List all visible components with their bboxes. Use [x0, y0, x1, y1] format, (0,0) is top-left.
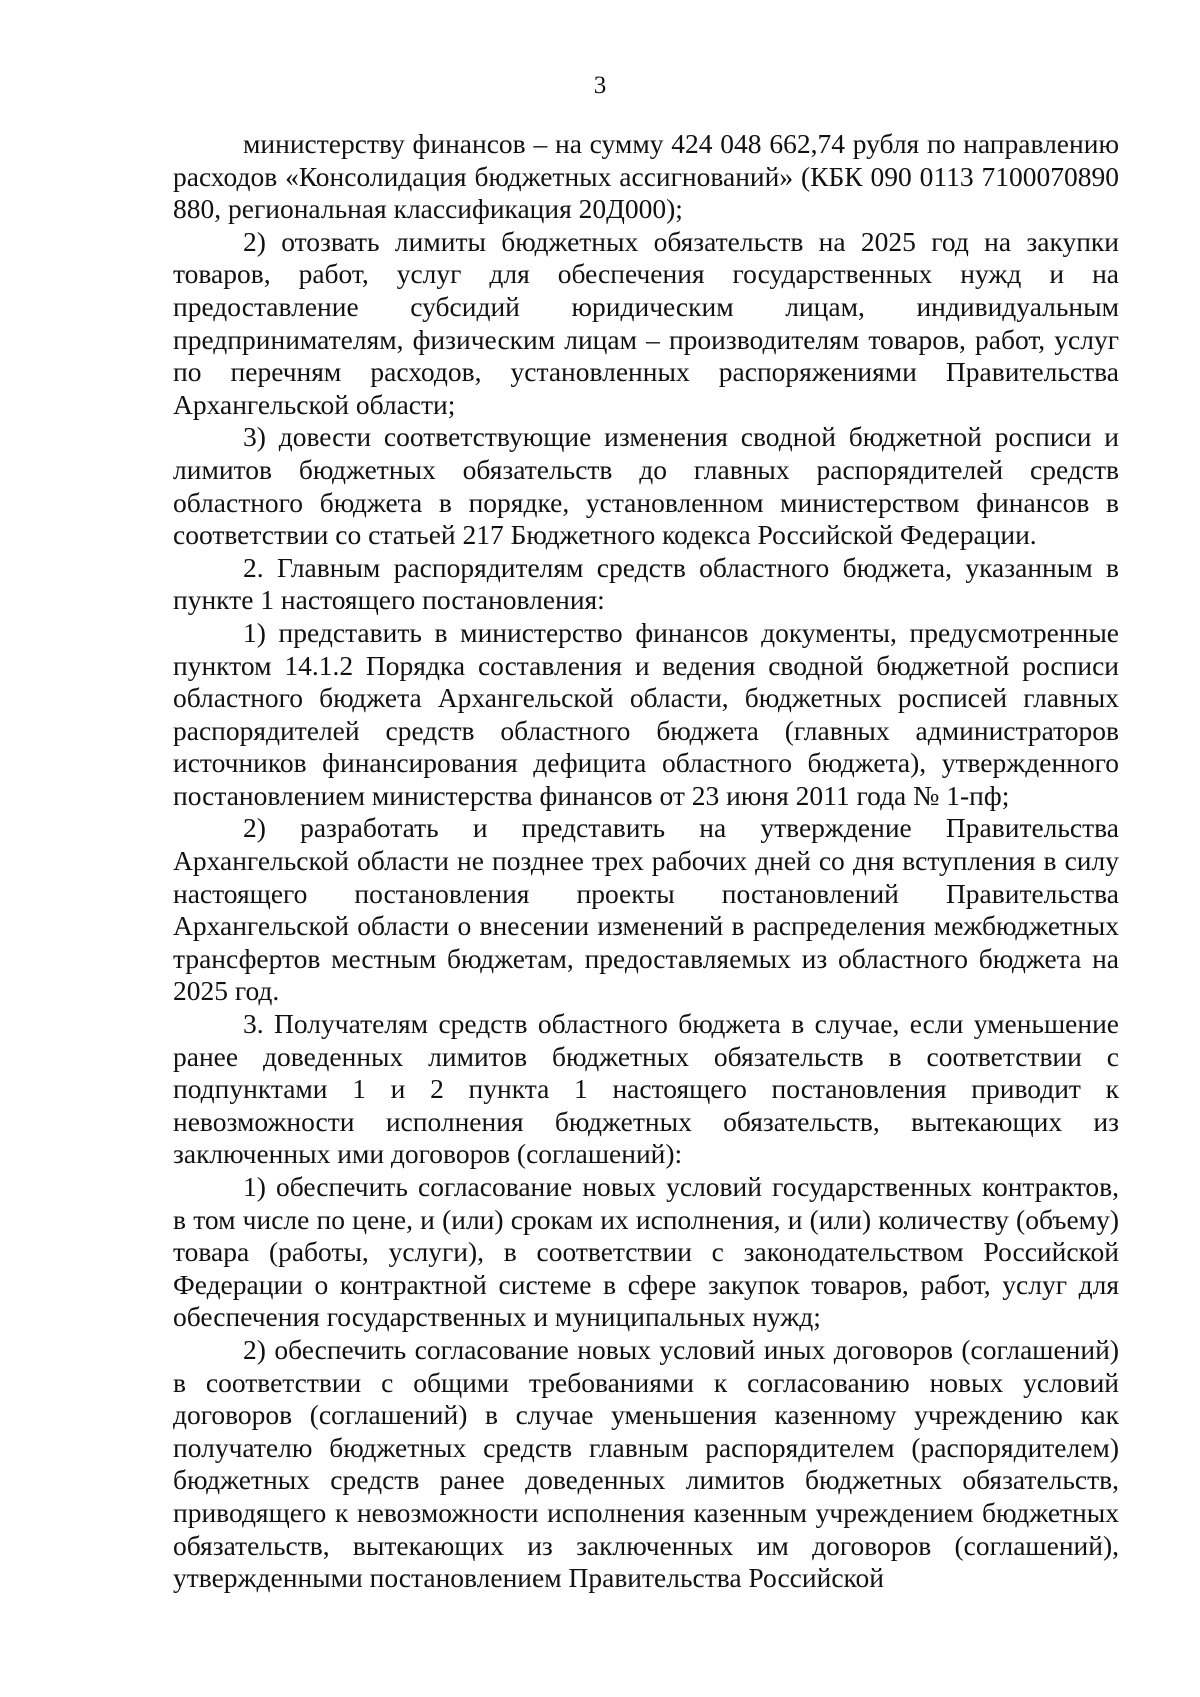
- paragraph-3-item-2: 2) обеспечить согласование новых условий иных договоров (соглашений) в соответствии с общими требованиями к согласованию новых условий договоров (соглашений) в случае уменьшения казенному учреждению как получателю бюджетных средств главным распорядителем (распорядителем) бюджетных средств ранее доведенных лимитов бюджетных обязательств, приводящего к невозможности исполнения казенным учреждением бюджетных обязательств, вытекающих из заключенных им договоров (соглашений), утвержденными постановлением Правительства Российской: [173, 1333, 1119, 1594]
- paragraph-3: 3. Получателям средств областного бюджета в случае, если уменьшение ранее доведенных лимитов бюджетных обязательств в соответствии с подпунктами 1 и 2 пункта 1 настоящего постановления приводит к невозможности исполнения бюджетных обязательств, вытекающих из заключенных ими договоров (соглашений):: [173, 1008, 1119, 1170]
- document-body: [173, 128, 1119, 1595]
- paragraph-2-item-2: 2) разработать и представить на утверждение Правительства Архангельской области не позднее трех рабочих дней со дня вступления в силу настоящего постановления проекты постановлений Правительства Архангельской области о внесении изменений в распределения межбюджетных трансфертов местным бюджетам, предоставляемых из областного бюджета на 2025 год.: [173, 812, 1119, 1007]
- paragraph-3-item-1: 1) обеспечить согласование новых условий государственных контрактов, в том числе по цене, и (или) срокам их исполнения, и (или) количеству (объему) товара (работы, услуги), в соответствии с законодательством Российской Федерации о контрактной системе в сфере закупок товаров, работ, услуг для обеспечения государственных и муниципальных нужд;: [173, 1171, 1119, 1333]
- page-number: 3: [593, 72, 607, 99]
- paragraph-2-item-1: 1) представить в министерство финансов документы, предусмотренные пунктом 14.1.2 Порядка составления и ведения сводной бюджетной росписи областного бюджета Архангельской области, бюджетных росписей главных распорядителей средств областного бюджета (главных администраторов источников финансирования дефицита областного бюджета), утвержденного постановлением министерства финансов от 23 июня 2011 года № 1-пф;: [173, 616, 1119, 811]
- paragraph-2: 2. Главным распорядителям средств областного бюджета, указанным в пункте 1 настоящего постановления:: [173, 551, 1119, 616]
- paragraph-1-item-3: 3) довести соответствующие изменения сводной бюджетной росписи и лимитов бюджетных обязательств до главных распорядителей средств областного бюджета в порядке, установленном министерством финансов в соответствии со статьей 217 Бюджетного кодекса Российской Федерации.: [173, 421, 1119, 551]
- paragraph-1-item-2: 2) отозвать лимиты бюджетных обязательств на 2025 год на закупки товаров, работ, услуг для обеспечения государственных нужд и на предоставление субсидий юридическим лицам, индивидуальным предпринимателям, физическим лицам – производителям товаров, работ, услуг по перечням расходов, установленных распоряжениями Правительства Архангельской области;: [173, 225, 1119, 420]
- paragraph-1-continuation: министерству финансов – на сумму 424 048 662,74 рубля по направлению расходов «Консолидация бюджетных ассигнований» (КБК 090 0113 7100070890 880, региональная классификация 20Д000);: [173, 128, 1119, 225]
